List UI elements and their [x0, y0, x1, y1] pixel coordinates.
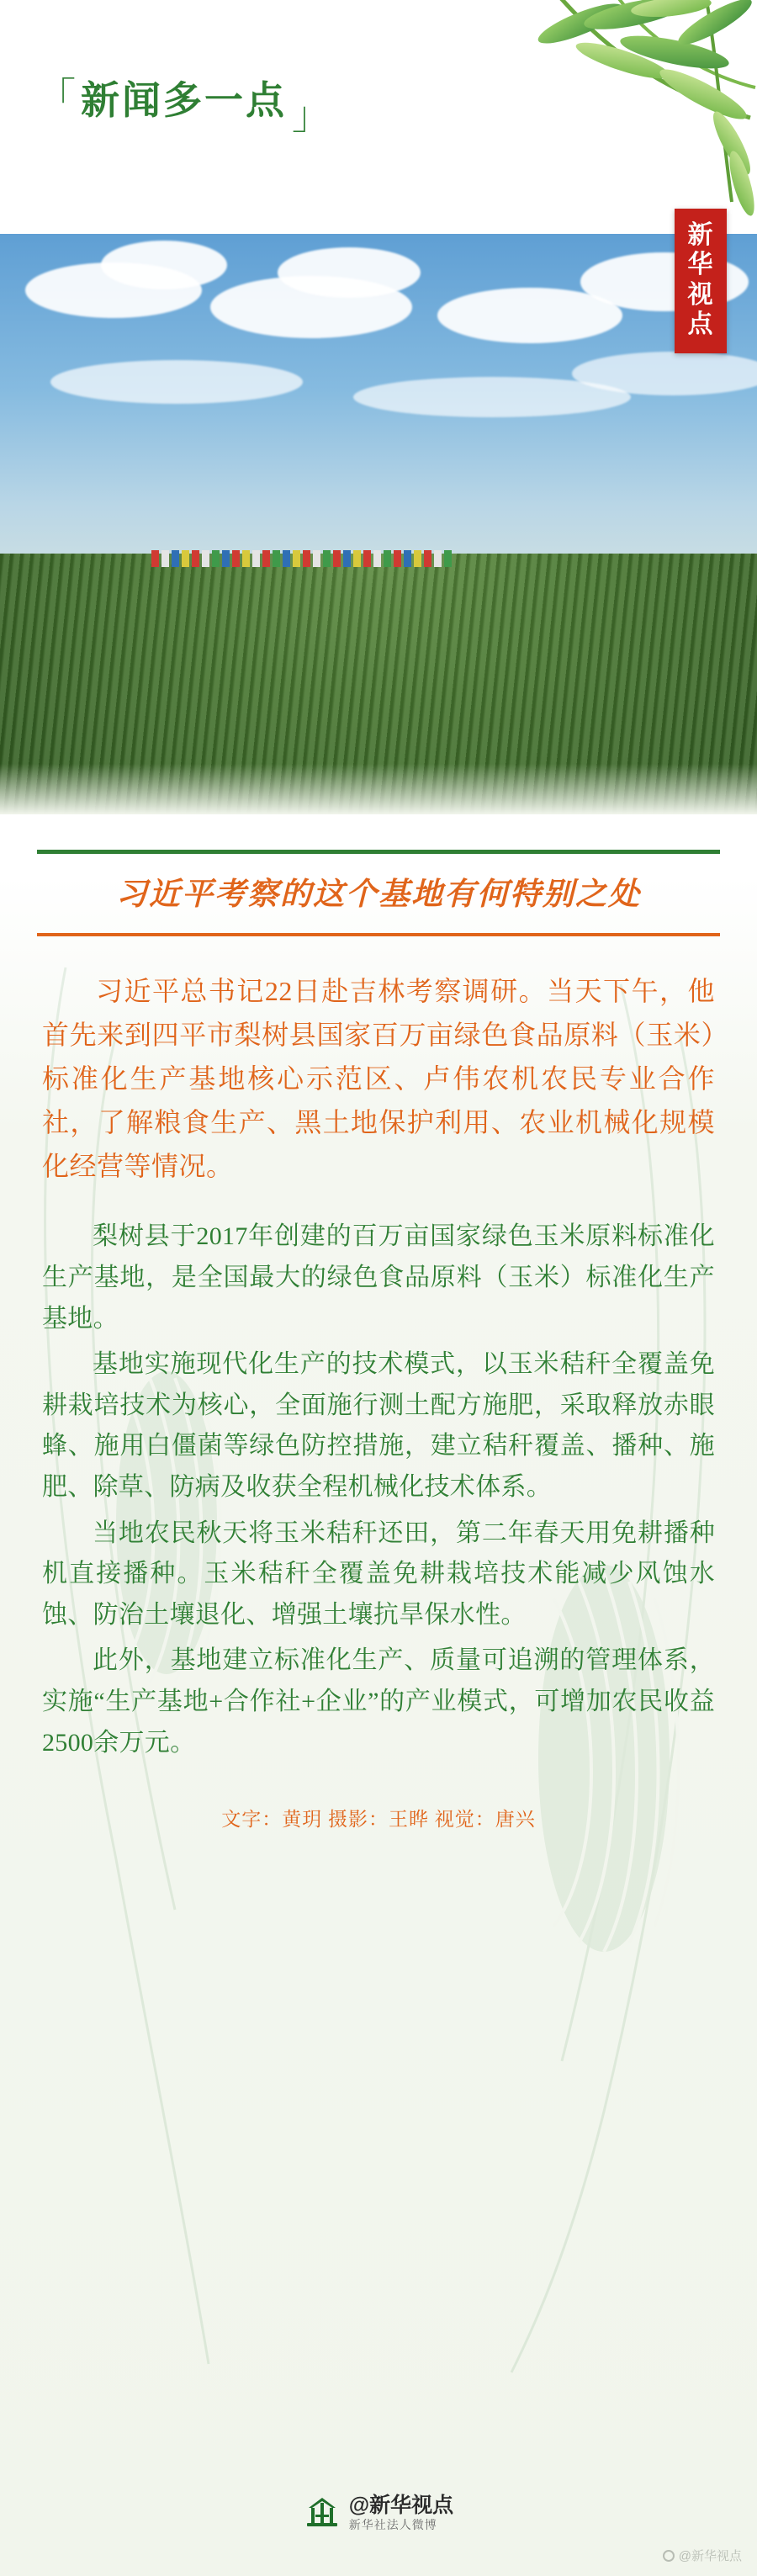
flag [151, 550, 159, 567]
weibo-watermark-label: @新华视点 [678, 2549, 742, 2563]
corn-field-photo [0, 234, 757, 814]
flag [161, 550, 169, 567]
weibo-watermark [663, 2547, 742, 2564]
flag [252, 550, 260, 567]
flag [414, 550, 421, 567]
flag [434, 550, 442, 567]
article-lead-paragraph: 习近平总书记22日赴吉林考察调研。当天下午，他首先来到四平市梨树县国家百万亩绿色食品原料（玉米）标准化生产基地核心示范区、卢伟农机农民专业合作社，了解粮食生产、黑土地保护利用、农业机械化规模化经营等情况。 [42, 976, 715, 1181]
paragraph: 当地农民秋天将玉米秸秆还田，第二年春天用免耕播种机直接播种。玉米秸秆全覆盖免耕栽培技术能减少风蚀水蚀、防治土壤退化、增强土壤抗旱保水性。 [42, 1519, 715, 1629]
flag [363, 550, 371, 567]
photo-bottom-fade [0, 764, 757, 814]
paragraph: 此外，基地建立标准化生产、质量可追溯的管理体系，实施“生产基地+合作社+企业”的产业模式，可增加农民收益2500余万元。 [42, 1646, 715, 1757]
photo-flag-row [151, 550, 488, 569]
flag [303, 550, 310, 567]
footer-account-name: @新华视点 [348, 2493, 454, 2517]
flag [182, 550, 189, 567]
badge-char-2: 华 [687, 251, 714, 279]
cloud-shape [50, 360, 303, 404]
flag [313, 550, 320, 567]
badge-char-1: 新 [687, 221, 714, 249]
article-credits: 文字：黄玥 摄影：王晔 视觉：唐兴 [221, 1809, 536, 1831]
page-title: 新闻多一点 [81, 78, 287, 122]
flag [343, 550, 351, 567]
article-subtitle: 习近平考察的这个基地有何特别之处 [116, 877, 641, 912]
flag [242, 550, 250, 567]
flag [232, 550, 240, 567]
bamboo-decoration-icon [454, 0, 757, 244]
flag [283, 550, 290, 567]
flag [293, 550, 300, 567]
flag [444, 550, 452, 567]
flag [373, 550, 381, 567]
divider-under-subtitle [37, 933, 720, 936]
article-paragraphs [42, 1216, 715, 1763]
paragraph: 基地实施现代化生产的技术模式，以玉米秸秆全覆盖免耕栽培技术为核心，全面施行测土配方施肥，采取释放赤眼蜂、施用白僵菌等绿色防控措施，建立秸秆覆盖、播种、施肥、除草、防病及收获全程机械化技术体系。 [42, 1350, 715, 1501]
flag [262, 550, 270, 567]
flag [212, 550, 220, 567]
xinhua-viewpoint-badge [675, 209, 727, 353]
flag [394, 550, 401, 567]
flag [353, 550, 361, 567]
flag [333, 550, 341, 567]
flag [172, 550, 179, 567]
badge-char-4: 点 [687, 310, 714, 339]
cloud-shape [278, 247, 421, 298]
flag [384, 550, 391, 567]
flag [424, 550, 431, 567]
badge-char-3: 视 [687, 280, 714, 309]
footer-brand[interactable] [0, 2494, 757, 2532]
flag [404, 550, 411, 567]
flag [192, 550, 199, 567]
divider-top [37, 850, 720, 854]
footer-text-block [349, 2494, 453, 2532]
page-title-block [37, 75, 331, 137]
bracket-right: 」 [292, 93, 331, 137]
flag [323, 550, 331, 567]
xinhua-logo-icon [304, 2494, 341, 2531]
flag [202, 550, 209, 567]
weibo-eye-icon [663, 2550, 675, 2562]
bracket-left: 「 [37, 75, 76, 119]
paragraph: 梨树县于2017年创建的百万亩国家绿色玉米原料标准化生产基地，是全国最大的绿色食品原料（玉米）标准化生产基地。 [42, 1222, 715, 1333]
article-body [0, 850, 757, 1831]
cloud-shape [101, 241, 227, 289]
flag [273, 550, 280, 567]
footer-verified-label: 新华社法人微博 [348, 2518, 437, 2532]
flag [222, 550, 230, 567]
